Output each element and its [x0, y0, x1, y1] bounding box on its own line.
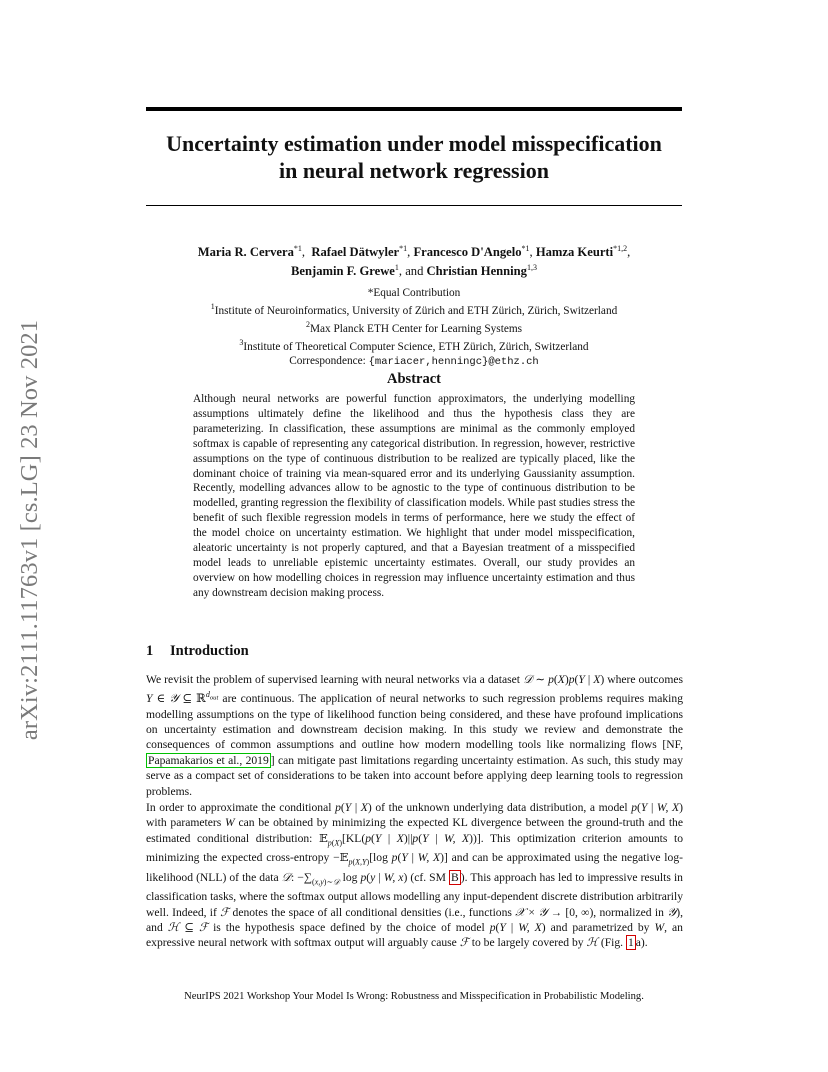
citation-link[interactable]: Papamakarios et al., 2019 — [148, 753, 269, 767]
correspondence-email[interactable]: {mariacer,henningc}@ethz.ch — [368, 356, 539, 369]
affiliation-text: Institute of Theoretical Computer Science, ETH Zürich, Zürich, Switzerland — [243, 341, 589, 354]
equal-contribution-note: *Equal Contribution — [367, 287, 461, 299]
author-name: Benjamin F. Grewe — [291, 264, 395, 279]
paper-title — [110, 130, 718, 184]
correspondence-line — [110, 354, 718, 369]
abstract-body: Although neural networks are powerful function approximators, the underlying modelling assumptions ultimately define the likelihood and thus the hypothesis class they are parameterizing. In classification, these assumptions are minimal as the commonly employed softmax is capable of representing any categorical distribution. In regression, however, restrictive assumptions on the type of continuous distribution to be realized are typically placed, like the dominant choice of training via mean-squared error and its underlying Gaussianity assumption. Recently, modelling advances allow to be agnostic to the type of continuous distribution to be modelled, granting regression the flexibility of classification models. While past studies stress the benefit of such flexible regression models in terms of performance, here we study the effect of the model choice on uncertainty estimation. We highlight that under model misspecification, aleatoric uncertainty is not properly captured, and that a Bayesian treatment of a misspecified model leads to unreliable epistemic uncertainty estimates. Overall, our study provides an overview on how modelling choices in regression may influence uncertainty estimation and thus any downstream decision making process. — [193, 393, 635, 599]
author-affiliation-mark: 1,3 — [526, 263, 537, 273]
affiliation-text: Institute of Neuroinformatics, University of Zürich and ETH Zürich, Zürich, Switzerland — [214, 305, 618, 318]
title-top-rule — [146, 107, 682, 111]
author-affiliation-mark: *1 — [521, 244, 530, 253]
author-name: Rafael Dätwyler — [311, 245, 400, 260]
title-bottom-rule — [146, 205, 682, 206]
affiliation-line — [110, 318, 718, 336]
author-name: Hamza Keurti — [535, 245, 614, 260]
author-affiliation-mark: 1 — [394, 263, 399, 273]
affiliation-line — [110, 300, 718, 318]
author-list: Maria R. Cervera$^{*1}$, Rafael Dätwyler$^{*1}$, Francesco D'Angelo$^{*1}$, Hamza Keurti$^{*1,2}$, Benjamin F. Grewe$^1$, and Christian Henning$^{1,3}$ — [197, 244, 631, 279]
affiliation-mark: 2 — [305, 320, 310, 330]
author-name: Maria R. Cervera — [197, 245, 294, 260]
intro-paragraph-1: We revisit the problem of supervised learning with neural networks via a dataset 𝒟 ∼ p(X)p(Y | X) where outcomes Y ∈ 𝒴 ⊆ ℝ$^{d_{out}}$ are continuous. The application of neural networks to such regression problems requires making modelling assumptions on the type of likelihood function being considered, and these have profound implications on uncertainty estimation and downstream decision making. In this study we review and demonstrate the consequences of common assumptions and outline how modern modelling tools like normalizing flows [NF, Papamakarios et al., 2019 ] can mitigate past limitations regarding uncertainty estimation. As such, this study may serve as a compact set of considerations to be taken into account before applying deep learning tools to regression problems. — [146, 673, 683, 798]
author-name: Christian Henning — [426, 264, 527, 279]
author-affiliation-mark: *1,2 — [613, 244, 628, 253]
correspondence-label: Correspondence: — [289, 355, 369, 368]
affiliation-text: Max Planck ETH Center for Learning Systems — [309, 323, 523, 336]
abstract-heading: Abstract — [387, 371, 441, 387]
page-footer: NeurIPS 2021 Workshop Your Model Is Wrong: Robustness and Misspecification in Probabilistic Modeling. — [184, 991, 644, 1002]
supplementary-ref-link[interactable]: B — [451, 870, 459, 884]
affiliation-line — [110, 336, 718, 354]
section-number: 1 — [146, 643, 154, 659]
section-heading-introduction — [146, 643, 249, 660]
author-name: Francesco D'Angelo — [413, 245, 522, 260]
author-affiliation-mark: *1 — [293, 244, 302, 253]
author-affiliation-mark: *1 — [399, 244, 408, 253]
figure-ref-link[interactable]: 1 — [627, 936, 634, 950]
arxiv-identifier: arXiv:2111.11763v1 [cs.LG] 23 Nov 2021 — [16, 319, 43, 741]
title-line-1: Uncertainty estimation under model misspecification — [166, 131, 662, 156]
affiliation-mark: 1 — [210, 302, 215, 312]
arxiv-identifier-margin — [0, 270, 60, 790]
title-line-2: in neural network regression — [279, 158, 549, 183]
section-title: Introduction — [170, 643, 249, 659]
affiliations — [110, 286, 718, 370]
intro-paragraph-2: In order to approximate the conditional p(Y | X) of the unknown underlying data distribution, a model p(Y | W, X) with parameters W can be obtained by minimizing the expected KL divergence between the ground-truth and the estimated conditional distribution: 𝔼$_{p(X)}$[KL(p(Y | X)||p(Y | W, X))]. This optimization criterion amounts to minimizing the expected cross-entropy −𝔼$_{p(X,Y)}$[log p(Y | W, X)] and can be approximated using the negative log-likelihood (NLL) of the data 𝒟: $-\sum_{(x,y)\sim 𝒟}$ log p(y | W, x) (cf. SM B ). This approach has led to impressive results in classification tasks, where the softmax output allows modelling any input-dependent discrete distribution arbitrarily well. Indeed, if ℱ denotes the space of all conditional densities (i.e., functions 𝒳 × 𝒴 → [0, ∞), normalized in 𝒴), and ℋ ⊆ ℱ is the hypothesis space defined by the choice of model p(Y | W, X) and parametrized by W, an expressive neural network with softmax output will arguably cause ℱ to be largely covered by ℋ (Fig. 1 a). — [146, 801, 683, 950]
affiliation-mark: 3 — [239, 338, 244, 348]
